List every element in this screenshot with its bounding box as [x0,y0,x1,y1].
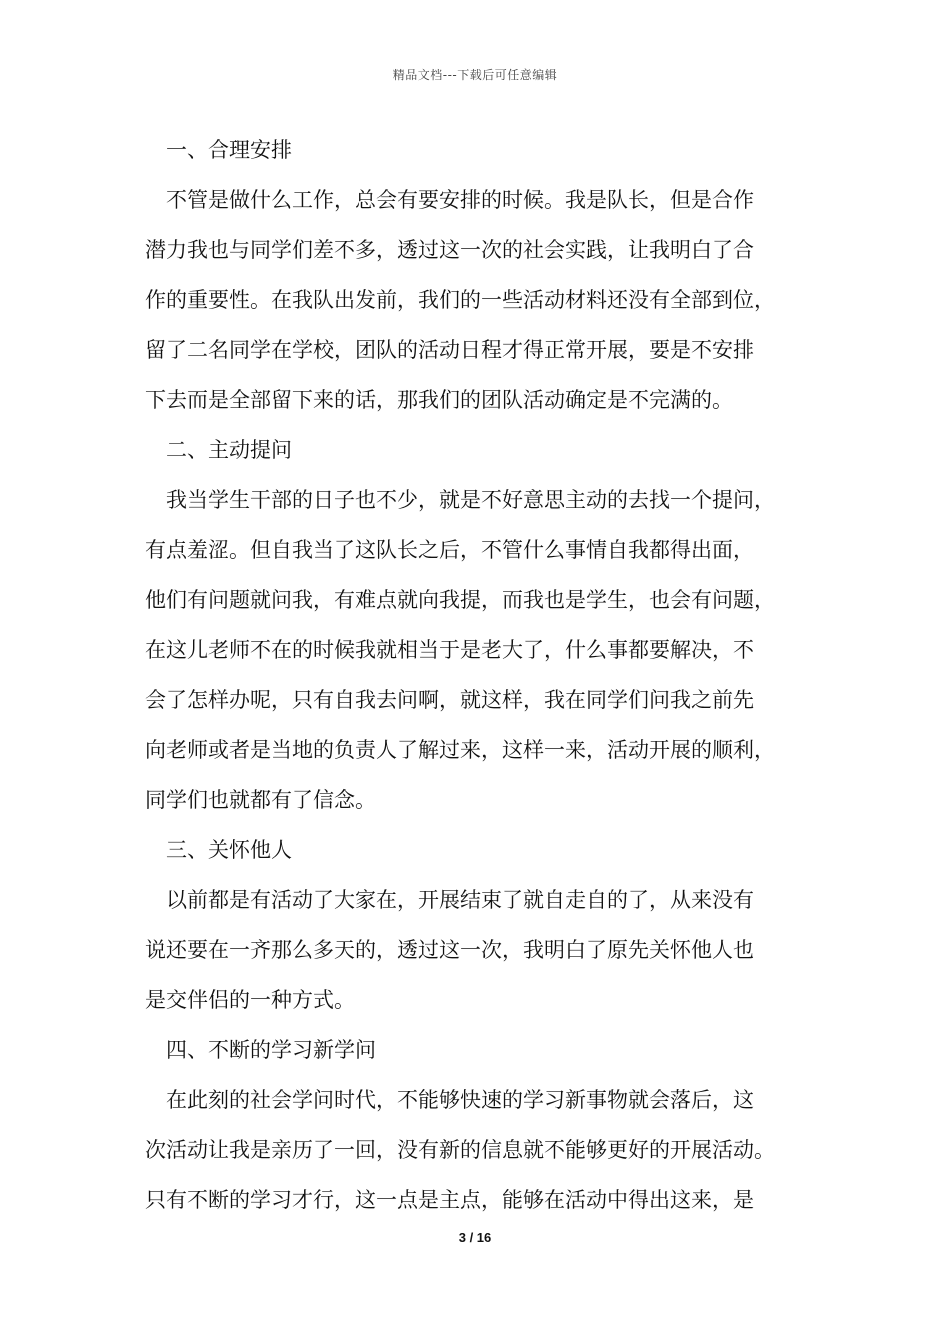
section-heading: 三、关怀他人 [166,838,292,862]
page-header: 精品文档---下载后可任意编辑 [392,68,558,82]
paragraph-line: 是交伴侣的一种方式。 [145,988,355,1012]
section-heading: 二、主动提问 [166,438,292,462]
paragraph-line: 有点羞涩。但自我当了这队长之后，不管什么事情自我都得出面， [145,538,754,562]
document-body [145,125,825,1225]
paragraph-line: 我当学生干部的日子也不少，就是不好意思主动的去找一个提问， [166,488,775,512]
paragraph-line: 以前都是有活动了大家在，开展结束了就自走自的了，从来没有 [166,888,754,912]
paragraph-line: 在这儿老师不在的时候我就相当于是老大了，什么事都要解决，不 [145,638,754,662]
paragraph-line: 下去而是全部留下来的话，那我们的团队活动确定是不完满的。 [145,388,733,412]
paragraph-line: 向老师或者是当地的负责人了解过来，这样一来，活动开展的顺利， [145,738,775,762]
section-heading: 四、不断的学习新学问 [166,1038,376,1062]
paragraph-line: 只有不断的学习才行，这一点是主点，能够在活动中得出这来，是 [145,1188,754,1212]
paragraph-line: 留了二名同学在学校，团队的活动日程才得正常开展，要是不安排 [145,338,754,362]
paragraph-line: 潜力我也与同学们差不多，透过这一次的社会实践，让我明白了合 [145,238,754,262]
page-number: 3 / 16 [458,1230,492,1245]
paragraph-line: 作的重要性。在我队出发前，我们的一些活动材料还没有全部到位， [145,288,775,312]
paragraph-line: 同学们也就都有了信念。 [145,788,376,812]
paragraph-line: 他们有问题就问我，有难点就向我提，而我也是学生，也会有问题， [145,588,775,612]
section-heading: 一、合理安排 [166,138,292,162]
paragraph-line: 不管是做什么工作，总会有要安排的时候。我是队长，但是合作 [166,188,754,212]
paragraph-line: 会了怎样办呢，只有自我去问啊，就这样，我在同学们问我之前先 [145,688,754,712]
paragraph-line: 在此刻的社会学问时代，不能够快速的学习新事物就会落后，这 [166,1088,754,1112]
paragraph-line: 次活动让我是亲历了一回，没有新的信息就不能够更好的开展活动。 [145,1138,775,1162]
paragraph-line: 说还要在一齐那么多天的，透过这一次，我明白了原先关怀他人也 [145,938,754,962]
